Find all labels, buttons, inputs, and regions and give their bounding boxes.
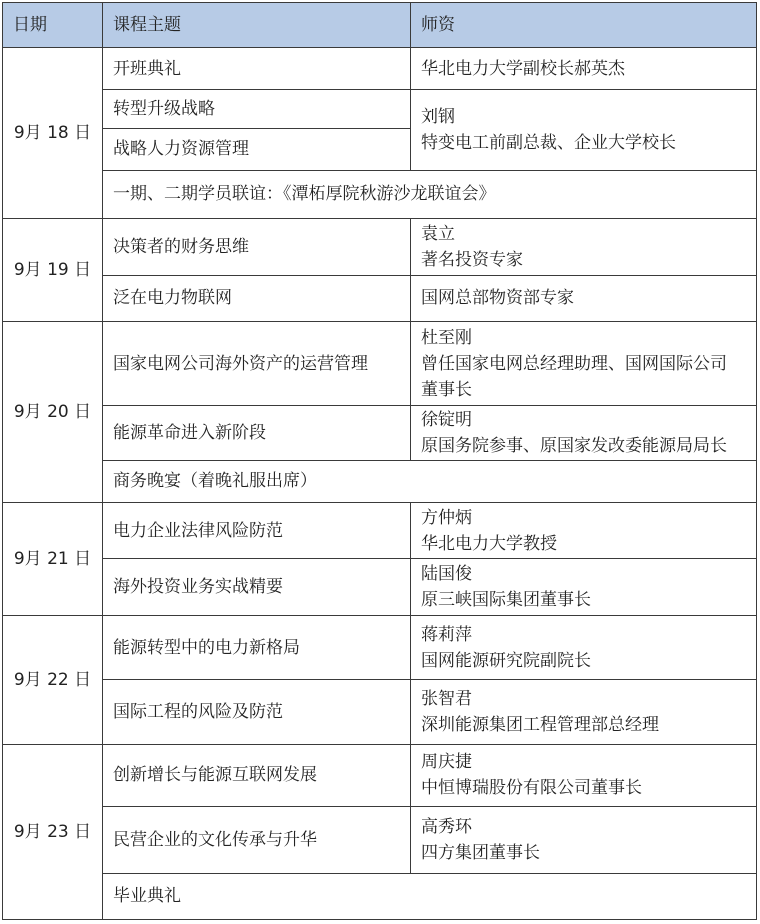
table-row xyxy=(3,406,757,460)
table-row xyxy=(3,807,757,873)
teacher-cell: 张智君 深圳能源集团工程管理部总经理 xyxy=(411,680,757,744)
date-cell: 9月 18 日 xyxy=(3,48,103,219)
teacher-cell: 华北电力大学副校长郝英杰 xyxy=(411,48,757,90)
table-row xyxy=(3,321,757,406)
topic-cell: 民营企业的文化传承与升华 xyxy=(103,807,411,873)
header-date: 日期 xyxy=(3,3,103,48)
header-row xyxy=(3,3,757,48)
schedule-table xyxy=(2,2,757,920)
topic-cell: 国际工程的风险及防范 xyxy=(103,680,411,744)
topic-cell: 战略人力资源管理 xyxy=(103,128,411,170)
topic-cell: 国家电网公司海外资产的运营管理 xyxy=(103,321,411,406)
event-cell: 毕业典礼 xyxy=(103,873,757,919)
teacher-cell: 徐锭明 原国务院参事、原国家发改委能源局局长 xyxy=(411,406,757,460)
topic-cell: 海外投资业务实战精要 xyxy=(103,559,411,615)
topic-cell: 电力企业法律风险防范 xyxy=(103,503,411,559)
topic-cell: 能源革命进入新阶段 xyxy=(103,406,411,460)
topic-cell: 决策者的财务思维 xyxy=(103,219,411,275)
topic-cell: 能源转型中的电力新格局 xyxy=(103,615,411,679)
table-row xyxy=(3,219,757,275)
date-cell: 9月 21 日 xyxy=(3,503,103,616)
header-topic: 课程主题 xyxy=(103,3,411,48)
teacher-cell: 高秀环 四方集团董事长 xyxy=(411,807,757,873)
teacher-cell: 国网总部物资部专家 xyxy=(411,275,757,321)
table-row xyxy=(3,559,757,615)
date-cell: 9月 20 日 xyxy=(3,321,103,502)
table-row xyxy=(3,615,757,679)
date-cell: 9月 19 日 xyxy=(3,219,103,322)
table-row xyxy=(3,873,757,919)
teacher-cell: 杜至刚 曾任国家电网总经理助理、国网国际公司 董事长 xyxy=(411,321,757,406)
table-row xyxy=(3,170,757,218)
teacher-cell: 方仲炳 华北电力大学教授 xyxy=(411,503,757,559)
table-row xyxy=(3,503,757,559)
topic-cell: 开班典礼 xyxy=(103,48,411,90)
table-row xyxy=(3,275,757,321)
topic-cell: 转型升级战略 xyxy=(103,90,411,128)
teacher-cell: 蒋莉萍 国网能源研究院副院长 xyxy=(411,615,757,679)
header-teacher: 师资 xyxy=(411,3,757,48)
table-row xyxy=(3,680,757,744)
event-cell: 商务晚宴（着晚礼服出席） xyxy=(103,460,757,502)
teacher-cell: 刘钢 特变电工前副总裁、企业大学校长 xyxy=(411,90,757,171)
table-row xyxy=(3,48,757,90)
topic-cell: 创新增长与能源互联网发展 xyxy=(103,744,411,806)
date-cell: 9月 22 日 xyxy=(3,615,103,744)
topic-cell: 泛在电力物联网 xyxy=(103,275,411,321)
table-row xyxy=(3,90,757,128)
table-row xyxy=(3,744,757,806)
teacher-cell: 袁立 著名投资专家 xyxy=(411,219,757,275)
date-cell: 9月 23 日 xyxy=(3,744,103,919)
table-row xyxy=(3,460,757,502)
event-cell: 一期、二期学员联谊：《潭柘厚院秋游沙龙联谊会》 xyxy=(103,170,757,218)
teacher-cell: 陆国俊 原三峡国际集团董事长 xyxy=(411,559,757,615)
teacher-cell: 周庆捷 中恒博瑞股份有限公司董事长 xyxy=(411,744,757,806)
